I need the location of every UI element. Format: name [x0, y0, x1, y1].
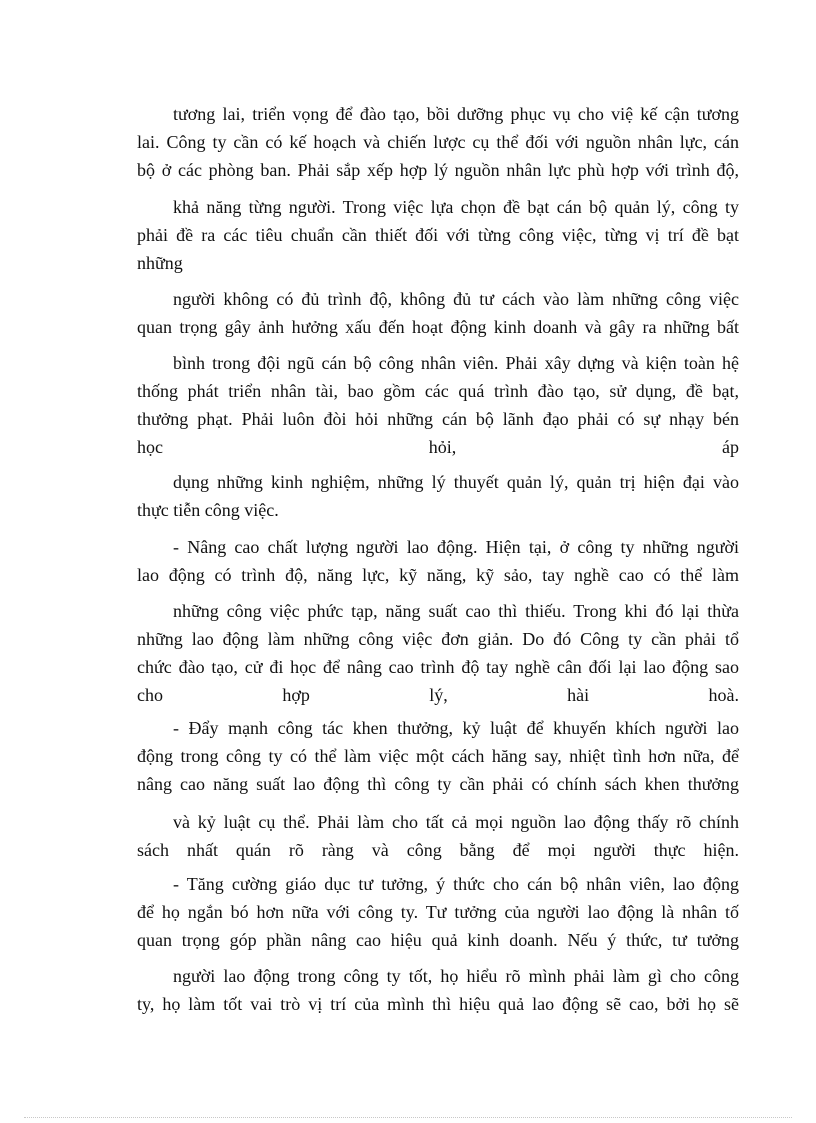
- text-line: khả năng từng người. Trong việc lựa chọn đề bạt cán bộ quản lý, công ty: [173, 197, 739, 217]
- text-line: thưởng phạt. Phải luôn đòi hỏi những cán bộ lãnh đạo phải có sự nhạy bén: [137, 409, 739, 429]
- text-line: sách nhất quán rõ ràng và công bằng để mọi người thực hiện.: [137, 840, 739, 860]
- text-line: học hỏi, áp: [137, 437, 739, 457]
- text-line: bộ ở các phòng ban. Phải sắp xếp hợp lý nguồn nhân lực phù hợp với trình độ,: [137, 160, 739, 180]
- text-line: cho hợp lý, hài hoà.: [137, 685, 739, 705]
- text-line: những công việc phức tạp, năng suất cao thì thiếu. Trong khi đó lại thừa: [173, 601, 739, 621]
- text-line: và kỷ luật cụ thể. Phải làm cho tất cả mọi nguồn lao động thấy rõ chính: [173, 812, 739, 832]
- text-line: dụng những kinh nghiệm, những lý thuyết quản lý, quản trị hiện đại vào: [173, 472, 739, 492]
- text-line: để họ ngắn bó hơn nữa với công ty. Tư tưởng của người lao động là nhân tố: [137, 902, 739, 922]
- text-line: người không có đủ trình độ, không đủ tư cách vào làm những công việc: [173, 289, 739, 309]
- text-line: phải đề ra các tiêu chuẩn cần thiết đối với từng công việc, từng vị trí đề bạt: [137, 225, 739, 245]
- text-line: - Tăng cường giáo dục tư tưởng, ý thức cho cán bộ nhân viên, lao động: [173, 874, 739, 894]
- text-line: nâng cao năng suất lao động thì công ty cần phải có chính sách khen thưởng: [137, 774, 739, 794]
- text-line: ty, họ làm tốt vai trò vị trí của mình thì hiệu quả lao động sẽ cao, bởi họ sẽ: [137, 994, 739, 1014]
- text-line: quan trọng góp phần nâng cao hiệu quả kinh doanh. Nếu ý thức, tư tưởng: [137, 930, 739, 950]
- text-line: quan trọng gây ảnh hưởng xấu đến hoạt động kinh doanh và gây ra những bất: [137, 317, 739, 337]
- text-line: lao động có trình độ, năng lực, kỹ năng, kỹ sảo, tay nghề cao có thể làm: [137, 565, 739, 585]
- text-line: chức đào tạo, cử đi học để nâng cao trình độ tay nghề cân đối lại lao động sao: [137, 657, 739, 677]
- text-line: tương lai, triển vọng để đào tạo, bồi dưỡng phục vụ cho việ kế cận tương: [173, 104, 739, 124]
- text-line: - Nâng cao chất lượng người lao động. Hiện tại, ở công ty những người: [173, 537, 739, 557]
- text-line: những: [137, 253, 183, 273]
- text-line: thực tiễn công việc.: [137, 500, 279, 520]
- text-line: người lao động trong công ty tốt, họ hiểu rõ mình phải làm gì cho công: [173, 966, 739, 986]
- text-line: - Đẩy mạnh công tác khen thưởng, kỷ luật để khuyến khích người lao: [173, 718, 739, 738]
- text-line: những lao động làm những công việc đơn giản. Do đó Công ty cần phải tổ: [137, 629, 739, 649]
- text-line: động trong công ty có thể làm việc một cách hăng say, nhiệt tình hơn nữa, để: [137, 746, 739, 766]
- text-line: thống phát triển nhân tài, bao gồm các quá trình đào tạo, sử dụng, đề bạt,: [137, 381, 739, 401]
- page-bottom-divider: [24, 1117, 792, 1118]
- text-line: bình trong đội ngũ cán bộ công nhân viên. Phải xây dựng và kiện toàn hệ: [173, 353, 739, 373]
- text-line: lai. Công ty cần có kế hoạch và chiến lược cụ thể đối với nguồn nhân lực, cán: [137, 132, 739, 152]
